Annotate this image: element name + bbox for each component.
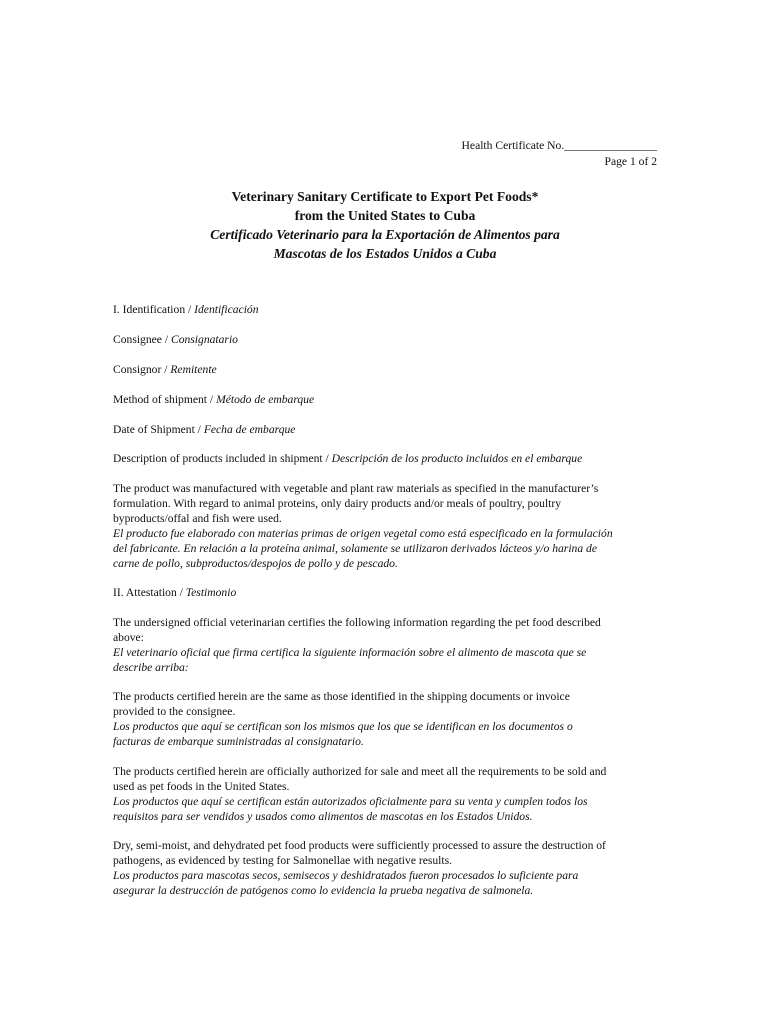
section-identification-heading: I. Identification / Identificación bbox=[113, 303, 259, 316]
attestation-paragraph-2: The products certified herein are officially authorized for sale and meet all the requirements to be sold and used as pet foods in the United States. Los productos que aquí se certifican están autorizados oficialmente para su venta y cumplen todos los requisitos para ser vendidos y usados como alimentos de mascotas en los Estados Unidos. bbox=[113, 765, 607, 823]
consignor-field: Consignor / Remitente bbox=[113, 363, 217, 376]
title-spanish-line-2: Mascotas de los Estados Unidos a Cuba bbox=[273, 246, 497, 261]
section-attestation-heading: II. Attestation / Testimonio bbox=[113, 586, 237, 599]
attestation-paragraph-1: The products certified herein are the same as those identified in the shipping documents or invoice provided to the consignee. Los productos que aquí se certifican son los mismos que los que se identifican en los documentos o facturas de embarque suministradas al consignatario. bbox=[113, 690, 573, 748]
shipment-method-field: Method of shipment / Método de embarque bbox=[113, 393, 315, 406]
title-english-line-2: from the United States to Cuba bbox=[294, 208, 476, 223]
consignee-field: Consignee / Consignatario bbox=[113, 333, 238, 346]
health-certificate-number: Health Certificate No.________________ bbox=[461, 139, 657, 152]
page-number: Page 1 of 2 bbox=[604, 155, 657, 168]
attestation-paragraph-3: Dry, semi-moist, and dehydrated pet food products were sufficiently processed to assure the destruction of pathogens, as evidenced by testing for Salmonellae with negative results. Los productos para mascotas secos, semisecos y deshidratados fueron procesados lo suficiente para asegurar la destrucción de patógenos como lo evidencia la prueba negativa de salmonela. bbox=[113, 839, 606, 897]
shipment-date-field: Date of Shipment / Fecha de embarque bbox=[113, 423, 296, 436]
product-description-field: Description of products included in shipment / Descripción de los producto incluidos en el embarque bbox=[113, 452, 583, 465]
title-spanish-line-1: Certificado Veterinario para la Exportación de Alimentos para bbox=[210, 227, 560, 242]
certificate-number-header bbox=[462, 138, 657, 170]
title-english-line-1: Veterinary Sanitary Certificate to Export Pet Foods* bbox=[231, 189, 539, 204]
document-title bbox=[0, 187, 770, 263]
manufacture-paragraph: The product was manufactured with vegetable and plant raw materials as specified in the manufacturer’s formulation. With regard to animal proteins, only dairy products and/or meals of poultry, poultry byproducts/offal and fish were used. El producto fue elaborado con materias primas de origen vegetal como está especificado en la formulación del fabricante. En relación a la proteína animal, solamente se utilizaron derivados lácteos y/o harina de carne de pollo, subproductos/despojos de pollo y de pescado. bbox=[113, 482, 613, 570]
attestation-intro-paragraph: The undersigned official veterinarian certifies the following information regarding the pet food described above: El veterinario oficial que firma certifica la siguiente información sobre el alimento de mascota que se describe arriba: bbox=[113, 616, 601, 674]
